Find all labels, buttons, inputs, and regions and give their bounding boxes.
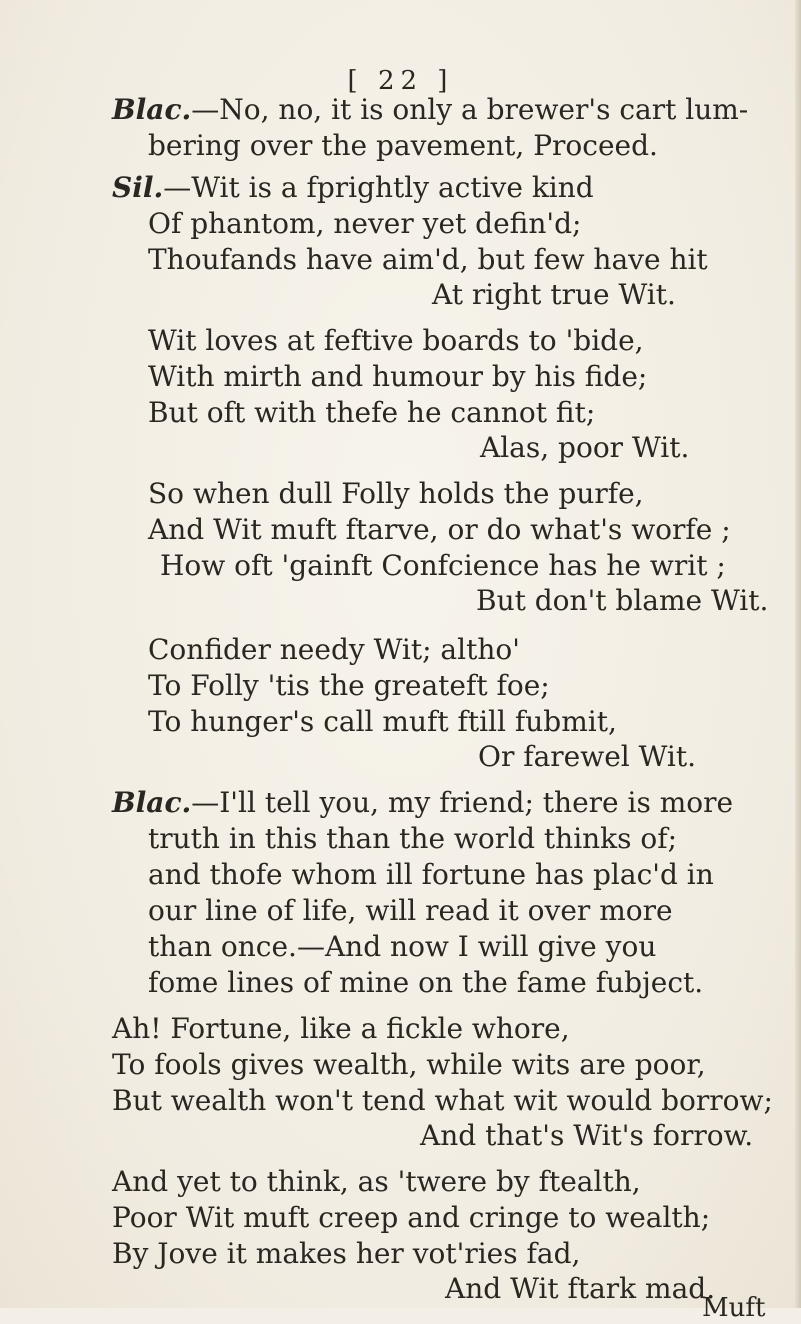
- verse-refrain: At right true Wit.: [432, 278, 676, 311]
- page-edge: [795, 0, 801, 1308]
- speech-line: truth in this than the world thinks of;: [148, 822, 678, 855]
- verse-line: With mirth and humour by his fide;: [148, 360, 648, 393]
- verse-line: How oft 'gainft Confcience has he writ ;: [160, 549, 726, 582]
- speech-line: [112, 172, 594, 204]
- speech-line: [112, 787, 733, 819]
- verse-line: So when dull Folly holds the purfe,: [148, 477, 644, 510]
- verse-refrain: But don't blame Wit.: [476, 584, 769, 617]
- verse-line: By Jove it makes her vot'ries fad,: [112, 1237, 581, 1270]
- verse-line: To fools gives wealth, while wits are poor,: [112, 1048, 706, 1081]
- verse-refrain: And that's Wit's forrow.: [420, 1119, 754, 1152]
- speech-text: —Wit is a fprightly active kind: [163, 171, 594, 204]
- verse-refrain: Alas, poor Wit.: [480, 431, 690, 464]
- verse-line: And Wit muft ftarve, or do what's worfe ;: [148, 513, 731, 546]
- verse-line: But wealth won't tend what wit would borrow;: [112, 1084, 773, 1117]
- verse-line: Wit loves at feftive boards to 'bide,: [148, 324, 644, 357]
- verse-line: But oft with thefe he cannot fit;: [148, 396, 596, 429]
- speech-line: fome lines of mine on the fame fubject.: [148, 966, 704, 999]
- verse-line: Confider needy Wit; altho': [148, 633, 520, 666]
- verse-line: Of phantom, never yet defin'd;: [148, 207, 582, 240]
- speech-line: bering over the pavement, Proceed.: [148, 129, 658, 162]
- speaker-name: Blac.: [112, 786, 192, 819]
- speech-line: [112, 94, 748, 126]
- verse-line: Poor Wit muft creep and cringe to wealth;: [112, 1201, 711, 1234]
- speech-text: —No, no, it is only a brewer's cart lum-: [191, 93, 749, 126]
- speech-line: and thofe whom ill fortune has plac'd in: [148, 858, 714, 891]
- verse-line: Ah! Fortune, like a fickle whore,: [112, 1012, 570, 1045]
- verse-refrain: And Wit ftark mad.: [445, 1272, 716, 1305]
- verse-line: And yet to think, as 'twere by ftealth,: [112, 1165, 641, 1198]
- catchword: Muft: [702, 1293, 766, 1323]
- page-number: [ 22 ]: [347, 66, 454, 96]
- speech-line: than once.—And now I will give you: [148, 930, 657, 963]
- verse-line: To Folly 'tis the greateft foe;: [148, 669, 550, 702]
- verse-line: To hunger's call muft ftill fubmit,: [148, 705, 617, 738]
- speech-line: our line of life, will read it over more: [148, 894, 673, 927]
- verse-refrain: Or farewel Wit.: [478, 740, 697, 773]
- speaker-name: Blac.: [112, 93, 192, 126]
- speaker-name: Sil.: [112, 171, 164, 204]
- speech-text: —I'll tell you, my friend; there is more: [191, 786, 734, 819]
- verse-line: Thoufands have aim'd, but few have hit: [148, 243, 708, 276]
